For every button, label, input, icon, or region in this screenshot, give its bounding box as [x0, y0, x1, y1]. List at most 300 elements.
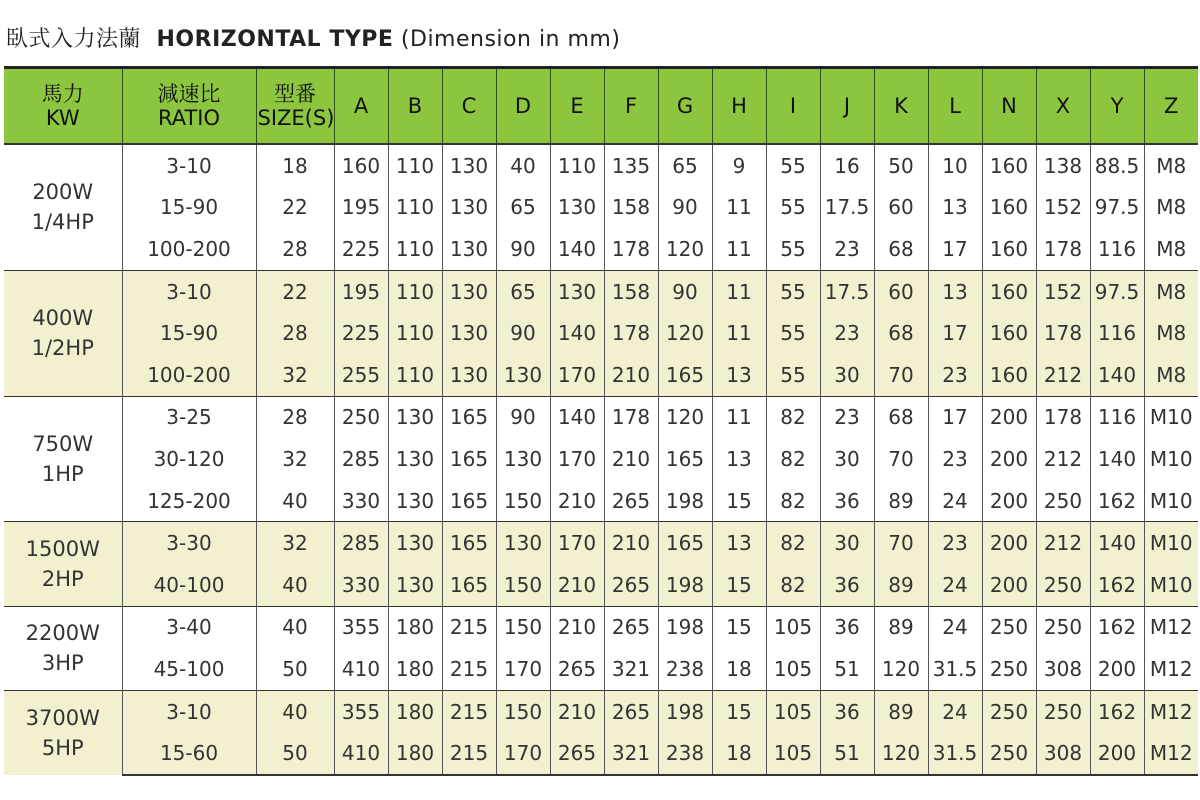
dim-cell-y: 116: [1090, 228, 1144, 270]
dim-cell-a: 410: [334, 648, 388, 690]
dim-cell-z: M10: [1144, 480, 1198, 522]
dim-cell-c: 130: [442, 270, 496, 312]
dim-cell-f: 178: [604, 396, 658, 438]
ratio-cell: 100-200: [122, 354, 256, 396]
dim-cell-y: 88.5: [1090, 144, 1144, 187]
dim-cell-c: 165: [442, 438, 496, 480]
dim-cell-a: 225: [334, 312, 388, 354]
dim-cell-a: 355: [334, 606, 388, 648]
dim-cell-k: 120: [874, 648, 928, 690]
table-row: [4, 396, 1198, 438]
dim-cell-x: 212: [1036, 438, 1090, 480]
size-cell: 18: [256, 144, 334, 187]
dim-cell-i: 105: [766, 690, 820, 732]
dim-cell-e: 140: [550, 228, 604, 270]
dim-cell-z: M8: [1144, 144, 1198, 187]
dim-cell-y: 140: [1090, 522, 1144, 564]
dim-cell-a: 195: [334, 187, 388, 229]
dim-cell-k: 68: [874, 228, 928, 270]
dim-cell-d: 150: [496, 480, 550, 522]
dim-cell-h: 11: [712, 312, 766, 354]
dim-cell-d: 150: [496, 606, 550, 648]
dim-cell-e: 265: [550, 648, 604, 690]
header-dim-z: Z: [1144, 68, 1198, 145]
dim-cell-f: 158: [604, 270, 658, 312]
dim-cell-z: M12: [1144, 648, 1198, 690]
dim-cell-h: 11: [712, 396, 766, 438]
table-row: [4, 438, 1198, 480]
size-cell: 40: [256, 564, 334, 606]
dim-cell-g: 165: [658, 438, 712, 480]
dim-cell-n: 250: [982, 606, 1036, 648]
dim-cell-k: 89: [874, 480, 928, 522]
dim-cell-z: M8: [1144, 312, 1198, 354]
dimension-table: [4, 66, 1198, 776]
dim-cell-i: 105: [766, 648, 820, 690]
dim-cell-k: 70: [874, 522, 928, 564]
dim-cell-g: 120: [658, 228, 712, 270]
dim-cell-n: 250: [982, 648, 1036, 690]
dim-cell-g: 238: [658, 732, 712, 775]
power-cell: [4, 522, 122, 606]
dim-cell-l: 17: [928, 396, 982, 438]
dim-cell-x: 178: [1036, 396, 1090, 438]
dim-cell-x: 178: [1036, 312, 1090, 354]
dim-cell-i: 55: [766, 354, 820, 396]
dim-cell-z: M10: [1144, 522, 1198, 564]
header-dim-y: Y: [1090, 68, 1144, 145]
power-cell: [4, 396, 122, 522]
dim-cell-y: 162: [1090, 564, 1144, 606]
dim-cell-c: 130: [442, 228, 496, 270]
dim-cell-f: 210: [604, 522, 658, 564]
dim-cell-f: 158: [604, 187, 658, 229]
dim-cell-a: 285: [334, 438, 388, 480]
dim-cell-h: 9: [712, 144, 766, 187]
dim-cell-n: 160: [982, 144, 1036, 187]
dim-cell-i: 55: [766, 187, 820, 229]
dim-cell-y: 97.5: [1090, 270, 1144, 312]
dim-cell-e: 210: [550, 564, 604, 606]
dim-cell-l: 10: [928, 144, 982, 187]
dim-cell-e: 140: [550, 396, 604, 438]
dim-cell-i: 82: [766, 396, 820, 438]
dim-cell-j: 51: [820, 732, 874, 775]
table-row: [4, 312, 1198, 354]
header-dim-l: L: [928, 68, 982, 145]
dim-cell-f: 178: [604, 228, 658, 270]
header-size-en: SIZE(S): [257, 106, 335, 130]
dim-cell-b: 110: [388, 144, 442, 187]
dim-cell-g: 120: [658, 312, 712, 354]
dim-cell-e: 130: [550, 270, 604, 312]
dim-cell-k: 68: [874, 312, 928, 354]
dim-cell-h: 15: [712, 564, 766, 606]
power-horsepower: 3HP: [41, 651, 84, 676]
power-horsepower: 5HP: [41, 735, 84, 760]
dim-cell-x: 250: [1036, 606, 1090, 648]
dim-cell-a: 355: [334, 690, 388, 732]
dim-cell-a: 255: [334, 354, 388, 396]
ratio-cell: 3-10: [122, 690, 256, 732]
dim-cell-n: 200: [982, 438, 1036, 480]
dim-cell-j: 17.5: [820, 187, 874, 229]
dim-cell-e: 170: [550, 354, 604, 396]
dim-cell-i: 55: [766, 144, 820, 187]
header-dim-d: D: [496, 68, 550, 145]
table-row: [4, 606, 1198, 648]
size-cell: 28: [256, 228, 334, 270]
dim-cell-z: M10: [1144, 564, 1198, 606]
header-size: [256, 68, 334, 145]
header-dim-j: J: [820, 68, 874, 145]
header-row: [4, 68, 1198, 145]
dim-cell-g: 90: [658, 187, 712, 229]
dim-cell-n: 200: [982, 480, 1036, 522]
dim-cell-n: 250: [982, 690, 1036, 732]
dim-cell-j: 36: [820, 564, 874, 606]
size-cell: 40: [256, 690, 334, 732]
dim-cell-d: 150: [496, 564, 550, 606]
dim-cell-k: 89: [874, 690, 928, 732]
dim-cell-f: 210: [604, 354, 658, 396]
size-cell: 32: [256, 522, 334, 564]
dim-cell-b: 180: [388, 732, 442, 775]
dim-cell-x: 212: [1036, 354, 1090, 396]
dim-cell-x: 178: [1036, 228, 1090, 270]
dim-cell-g: 238: [658, 648, 712, 690]
dim-cell-x: 212: [1036, 522, 1090, 564]
ratio-cell: 30-120: [122, 438, 256, 480]
dim-cell-d: 170: [496, 648, 550, 690]
dim-cell-l: 24: [928, 690, 982, 732]
dim-cell-k: 89: [874, 606, 928, 648]
dim-cell-c: 165: [442, 480, 496, 522]
dim-cell-h: 15: [712, 690, 766, 732]
dim-cell-x: 308: [1036, 648, 1090, 690]
dim-cell-e: 265: [550, 732, 604, 775]
dim-cell-y: 200: [1090, 732, 1144, 775]
dim-cell-h: 15: [712, 480, 766, 522]
dim-cell-j: 30: [820, 438, 874, 480]
header-dim-n: N: [982, 68, 1036, 145]
dim-cell-b: 110: [388, 228, 442, 270]
header-kw: [4, 68, 122, 145]
dim-cell-k: 120: [874, 732, 928, 775]
dim-cell-j: 36: [820, 480, 874, 522]
dim-cell-g: 90: [658, 270, 712, 312]
page-title: [6, 22, 620, 53]
power-watts: 750W: [32, 431, 94, 456]
table-row: [4, 690, 1198, 732]
dim-cell-y: 140: [1090, 354, 1144, 396]
dim-cell-y: 140: [1090, 438, 1144, 480]
dim-cell-h: 13: [712, 522, 766, 564]
header-kw-en: KW: [45, 106, 80, 130]
dim-cell-b: 180: [388, 606, 442, 648]
dim-cell-n: 160: [982, 228, 1036, 270]
dim-cell-h: 18: [712, 732, 766, 775]
dim-cell-j: 23: [820, 312, 874, 354]
dim-cell-z: M8: [1144, 228, 1198, 270]
dim-cell-l: 13: [928, 187, 982, 229]
ratio-cell: 15-90: [122, 312, 256, 354]
dim-cell-c: 215: [442, 732, 496, 775]
dim-cell-j: 16: [820, 144, 874, 187]
dim-cell-h: 11: [712, 187, 766, 229]
dim-cell-d: 65: [496, 187, 550, 229]
title-english: HORIZONTAL TYPE: [156, 27, 394, 52]
dim-cell-x: 250: [1036, 690, 1090, 732]
dim-cell-k: 60: [874, 187, 928, 229]
dim-cell-a: 410: [334, 732, 388, 775]
dim-cell-b: 130: [388, 522, 442, 564]
dim-cell-l: 24: [928, 606, 982, 648]
dim-cell-g: 165: [658, 522, 712, 564]
dim-cell-i: 82: [766, 564, 820, 606]
size-cell: 50: [256, 648, 334, 690]
size-cell: 50: [256, 732, 334, 775]
ratio-cell: 3-10: [122, 144, 256, 187]
header-dim-i: I: [766, 68, 820, 145]
dim-cell-h: 13: [712, 354, 766, 396]
size-cell: 40: [256, 480, 334, 522]
size-cell: 28: [256, 312, 334, 354]
dim-cell-i: 105: [766, 732, 820, 775]
dim-cell-y: 162: [1090, 480, 1144, 522]
header-dim-k: K: [874, 68, 928, 145]
ratio-cell: 40-100: [122, 564, 256, 606]
dim-cell-a: 250: [334, 396, 388, 438]
dim-cell-g: 65: [658, 144, 712, 187]
dim-cell-h: 11: [712, 270, 766, 312]
power-watts: 1500W: [25, 536, 100, 561]
table-row: [4, 564, 1198, 606]
dim-cell-y: 162: [1090, 690, 1144, 732]
dim-cell-j: 51: [820, 648, 874, 690]
header-dim-c: C: [442, 68, 496, 145]
dim-cell-f: 265: [604, 606, 658, 648]
dim-cell-i: 82: [766, 480, 820, 522]
dim-cell-b: 110: [388, 354, 442, 396]
ratio-cell: 3-30: [122, 522, 256, 564]
dim-cell-y: 116: [1090, 312, 1144, 354]
dim-cell-j: 36: [820, 690, 874, 732]
dim-cell-n: 250: [982, 732, 1036, 775]
dim-cell-c: 165: [442, 396, 496, 438]
dim-cell-g: 198: [658, 564, 712, 606]
dim-cell-e: 210: [550, 606, 604, 648]
dim-cell-d: 90: [496, 312, 550, 354]
dim-cell-l: 17: [928, 228, 982, 270]
dim-cell-e: 210: [550, 480, 604, 522]
dim-cell-y: 97.5: [1090, 187, 1144, 229]
dim-cell-z: M12: [1144, 606, 1198, 648]
title-note: (Dimension in mm): [400, 27, 621, 52]
power-cell: [4, 606, 122, 690]
dim-cell-j: 23: [820, 228, 874, 270]
power-horsepower: 1HP: [41, 461, 84, 486]
dim-cell-d: 40: [496, 144, 550, 187]
dim-cell-l: 31.5: [928, 732, 982, 775]
dim-cell-l: 31.5: [928, 648, 982, 690]
table-row: [4, 354, 1198, 396]
dim-cell-h: 15: [712, 606, 766, 648]
size-cell: 28: [256, 396, 334, 438]
ratio-cell: 15-60: [122, 732, 256, 775]
dim-cell-x: 250: [1036, 480, 1090, 522]
power-watts: 3700W: [25, 705, 100, 730]
dim-cell-d: 90: [496, 228, 550, 270]
size-cell: 40: [256, 606, 334, 648]
dim-cell-z: M12: [1144, 732, 1198, 775]
table-row: [4, 187, 1198, 229]
dim-cell-j: 30: [820, 354, 874, 396]
dim-cell-g: 198: [658, 480, 712, 522]
dim-cell-z: M12: [1144, 690, 1198, 732]
power-cell: [4, 690, 122, 775]
dim-cell-f: 265: [604, 480, 658, 522]
dim-cell-y: 162: [1090, 606, 1144, 648]
dim-cell-e: 210: [550, 690, 604, 732]
dim-cell-c: 130: [442, 312, 496, 354]
dim-cell-i: 55: [766, 312, 820, 354]
dim-cell-z: M8: [1144, 270, 1198, 312]
dim-cell-c: 130: [442, 187, 496, 229]
dim-cell-a: 195: [334, 270, 388, 312]
dim-cell-c: 130: [442, 354, 496, 396]
header-size-cn: 型番: [274, 82, 316, 106]
dim-cell-d: 130: [496, 354, 550, 396]
dim-cell-e: 140: [550, 312, 604, 354]
dim-cell-a: 330: [334, 480, 388, 522]
dim-cell-l: 24: [928, 480, 982, 522]
dim-cell-x: 152: [1036, 187, 1090, 229]
dim-cell-l: 23: [928, 522, 982, 564]
dim-cell-g: 120: [658, 396, 712, 438]
header-dim-x: X: [1036, 68, 1090, 145]
dim-cell-k: 50: [874, 144, 928, 187]
dim-cell-f: 265: [604, 564, 658, 606]
table-row: [4, 270, 1198, 312]
dim-cell-l: 23: [928, 354, 982, 396]
dim-cell-b: 130: [388, 396, 442, 438]
dim-cell-f: 178: [604, 312, 658, 354]
ratio-cell: 3-25: [122, 396, 256, 438]
dim-cell-x: 152: [1036, 270, 1090, 312]
dim-cell-d: 130: [496, 438, 550, 480]
dim-cell-l: 17: [928, 312, 982, 354]
dim-cell-c: 215: [442, 606, 496, 648]
dim-cell-n: 160: [982, 270, 1036, 312]
dim-cell-g: 165: [658, 354, 712, 396]
dim-cell-f: 210: [604, 438, 658, 480]
dim-cell-k: 89: [874, 564, 928, 606]
dim-cell-l: 24: [928, 564, 982, 606]
dim-cell-i: 82: [766, 438, 820, 480]
header-dim-f: F: [604, 68, 658, 145]
power-cell: [4, 144, 122, 270]
dim-cell-c: 165: [442, 564, 496, 606]
dim-cell-z: M10: [1144, 396, 1198, 438]
power-horsepower: 2HP: [41, 566, 84, 591]
header-kw-cn: 馬力: [41, 82, 84, 106]
header-dim-g: G: [658, 68, 712, 145]
ratio-cell: 100-200: [122, 228, 256, 270]
power-watts: 2200W: [25, 621, 100, 646]
header-dim-b: B: [388, 68, 442, 145]
ratio-cell: 3-10: [122, 270, 256, 312]
dim-cell-k: 70: [874, 354, 928, 396]
table-row: [4, 228, 1198, 270]
dim-cell-c: 130: [442, 144, 496, 187]
header-dim-e: E: [550, 68, 604, 145]
table-body: [4, 144, 1198, 775]
power-horsepower: 1/4HP: [31, 210, 94, 235]
size-cell: 32: [256, 354, 334, 396]
ratio-cell: 15-90: [122, 187, 256, 229]
dim-cell-h: 13: [712, 438, 766, 480]
dim-cell-g: 198: [658, 606, 712, 648]
dim-cell-i: 55: [766, 228, 820, 270]
dim-cell-g: 198: [658, 690, 712, 732]
dim-cell-z: M8: [1144, 354, 1198, 396]
table-row: [4, 522, 1198, 564]
dim-cell-c: 165: [442, 522, 496, 564]
dim-cell-z: M10: [1144, 438, 1198, 480]
dim-cell-a: 160: [334, 144, 388, 187]
dim-cell-j: 17.5: [820, 270, 874, 312]
header-ratio: [122, 68, 256, 145]
dim-cell-h: 11: [712, 228, 766, 270]
dim-cell-n: 200: [982, 396, 1036, 438]
dim-cell-f: 321: [604, 732, 658, 775]
dim-cell-b: 180: [388, 648, 442, 690]
dim-cell-n: 160: [982, 312, 1036, 354]
dim-cell-n: 200: [982, 564, 1036, 606]
dim-cell-b: 130: [388, 480, 442, 522]
dim-cell-b: 130: [388, 438, 442, 480]
title-chinese: 臥式入力法蘭: [6, 27, 142, 52]
power-cell: [4, 270, 122, 396]
size-cell: 32: [256, 438, 334, 480]
dim-cell-x: 308: [1036, 732, 1090, 775]
ratio-cell: 3-40: [122, 606, 256, 648]
dim-cell-d: 170: [496, 732, 550, 775]
dim-cell-b: 110: [388, 312, 442, 354]
power-watts: 200W: [32, 180, 94, 205]
dim-cell-y: 116: [1090, 396, 1144, 438]
ratio-cell: 45-100: [122, 648, 256, 690]
dim-cell-a: 330: [334, 564, 388, 606]
dim-cell-n: 160: [982, 354, 1036, 396]
dim-cell-a: 225: [334, 228, 388, 270]
dim-cell-k: 60: [874, 270, 928, 312]
dim-cell-z: M8: [1144, 187, 1198, 229]
dim-cell-b: 110: [388, 270, 442, 312]
dim-cell-e: 110: [550, 144, 604, 187]
dim-cell-l: 23: [928, 438, 982, 480]
dim-cell-i: 55: [766, 270, 820, 312]
dim-cell-j: 30: [820, 522, 874, 564]
dim-cell-d: 65: [496, 270, 550, 312]
dim-cell-b: 130: [388, 564, 442, 606]
size-cell: 22: [256, 270, 334, 312]
dim-cell-n: 160: [982, 187, 1036, 229]
ratio-cell: 125-200: [122, 480, 256, 522]
power-horsepower: 1/2HP: [31, 336, 94, 361]
dim-cell-j: 36: [820, 606, 874, 648]
